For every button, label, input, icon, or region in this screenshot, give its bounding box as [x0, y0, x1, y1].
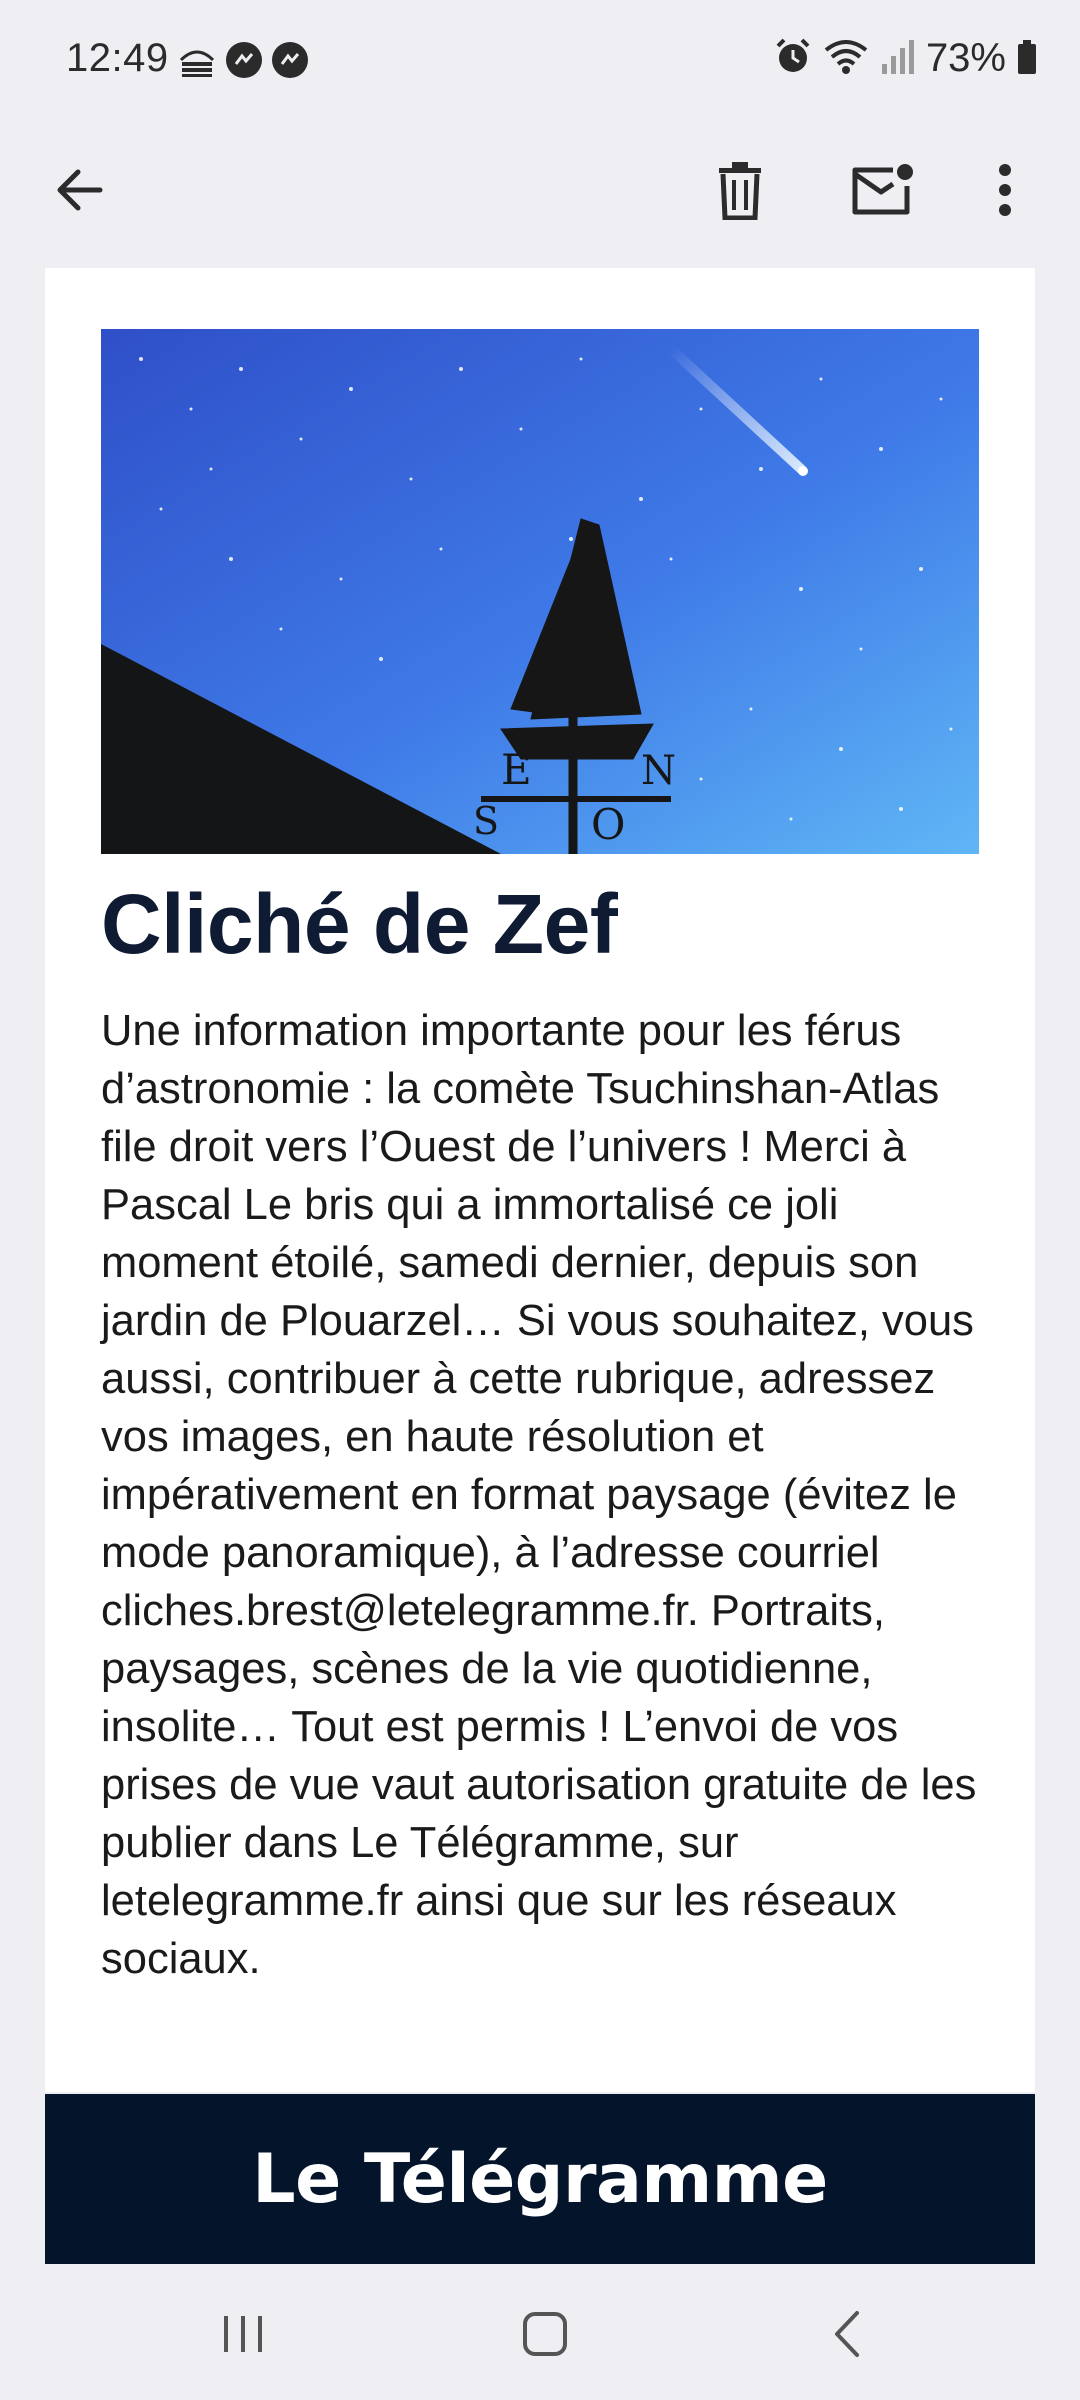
back-button[interactable] [40, 150, 120, 230]
battery-percentage: 73% [925, 36, 1006, 80]
messenger-icon [270, 40, 310, 85]
svg-text:S: S [473, 799, 500, 843]
recents-icon [218, 2312, 268, 2356]
back-arrow-icon [52, 162, 108, 218]
nav-back-button[interactable] [802, 2302, 892, 2366]
recents-button[interactable] [198, 2302, 288, 2366]
more-options-button[interactable] [970, 150, 1040, 230]
voicemail-icon [176, 40, 218, 85]
svg-text:O: O [591, 800, 626, 849]
article-body: Une information importante pour les férus d’astronomie : la comète Tsuchinshan-Atlas file droit vers l’Ouest de l’univers ! Merci à Pascal Le bris qui a immortalisé ce joli moment étoilé, samedi dernier, depuis son jardin de Plouarzel… Si vous souhaitez, vous aussi, contribuer à cette rubrique, adressez vos images, en haute résolution et impérativement en format paysage (évitez le mode panoramique), à l’adresse courriel cliches.brest@letelegramme.fr. Portraits, paysages, scènes de la vie quotidienne, insolite… Tout est permis ! L’envoi de vos prises de vue vaut autorisation gratuite de les publier dans Le Télégramme, sur letelegramme.fr ainsi que sur les réseaux sociaux. [101, 1007, 977, 1983]
email-content [45, 268, 1035, 2092]
home-button[interactable] [500, 2302, 590, 2366]
wifi-icon [822, 36, 870, 81]
status-bar [0, 0, 1080, 122]
email-toolbar [0, 122, 1080, 268]
system-navigation-bar [0, 2264, 1080, 2400]
svg-text:E: E [501, 745, 532, 794]
mark-unread-icon [849, 162, 913, 218]
mark-unread-button[interactable] [836, 150, 926, 230]
article-image [101, 329, 979, 854]
back-icon [827, 2309, 867, 2359]
svg-text:N: N [641, 748, 676, 794]
notification-icons [176, 40, 310, 85]
newspaper-logo: Le Télégramme [252, 2139, 828, 2219]
delete-button[interactable] [700, 150, 780, 230]
newspaper-banner[interactable] [45, 2094, 1035, 2264]
system-icons [774, 36, 1038, 81]
status-time: 12:49 [66, 36, 169, 80]
alarm-icon [774, 36, 812, 81]
article-title: Cliché de Zef [101, 877, 618, 971]
battery-icon [1016, 36, 1038, 81]
home-icon [520, 2309, 570, 2359]
signal-icon [880, 36, 916, 81]
trash-icon [715, 160, 765, 220]
more-vertical-icon [995, 162, 1015, 218]
messenger-icon [224, 40, 264, 85]
